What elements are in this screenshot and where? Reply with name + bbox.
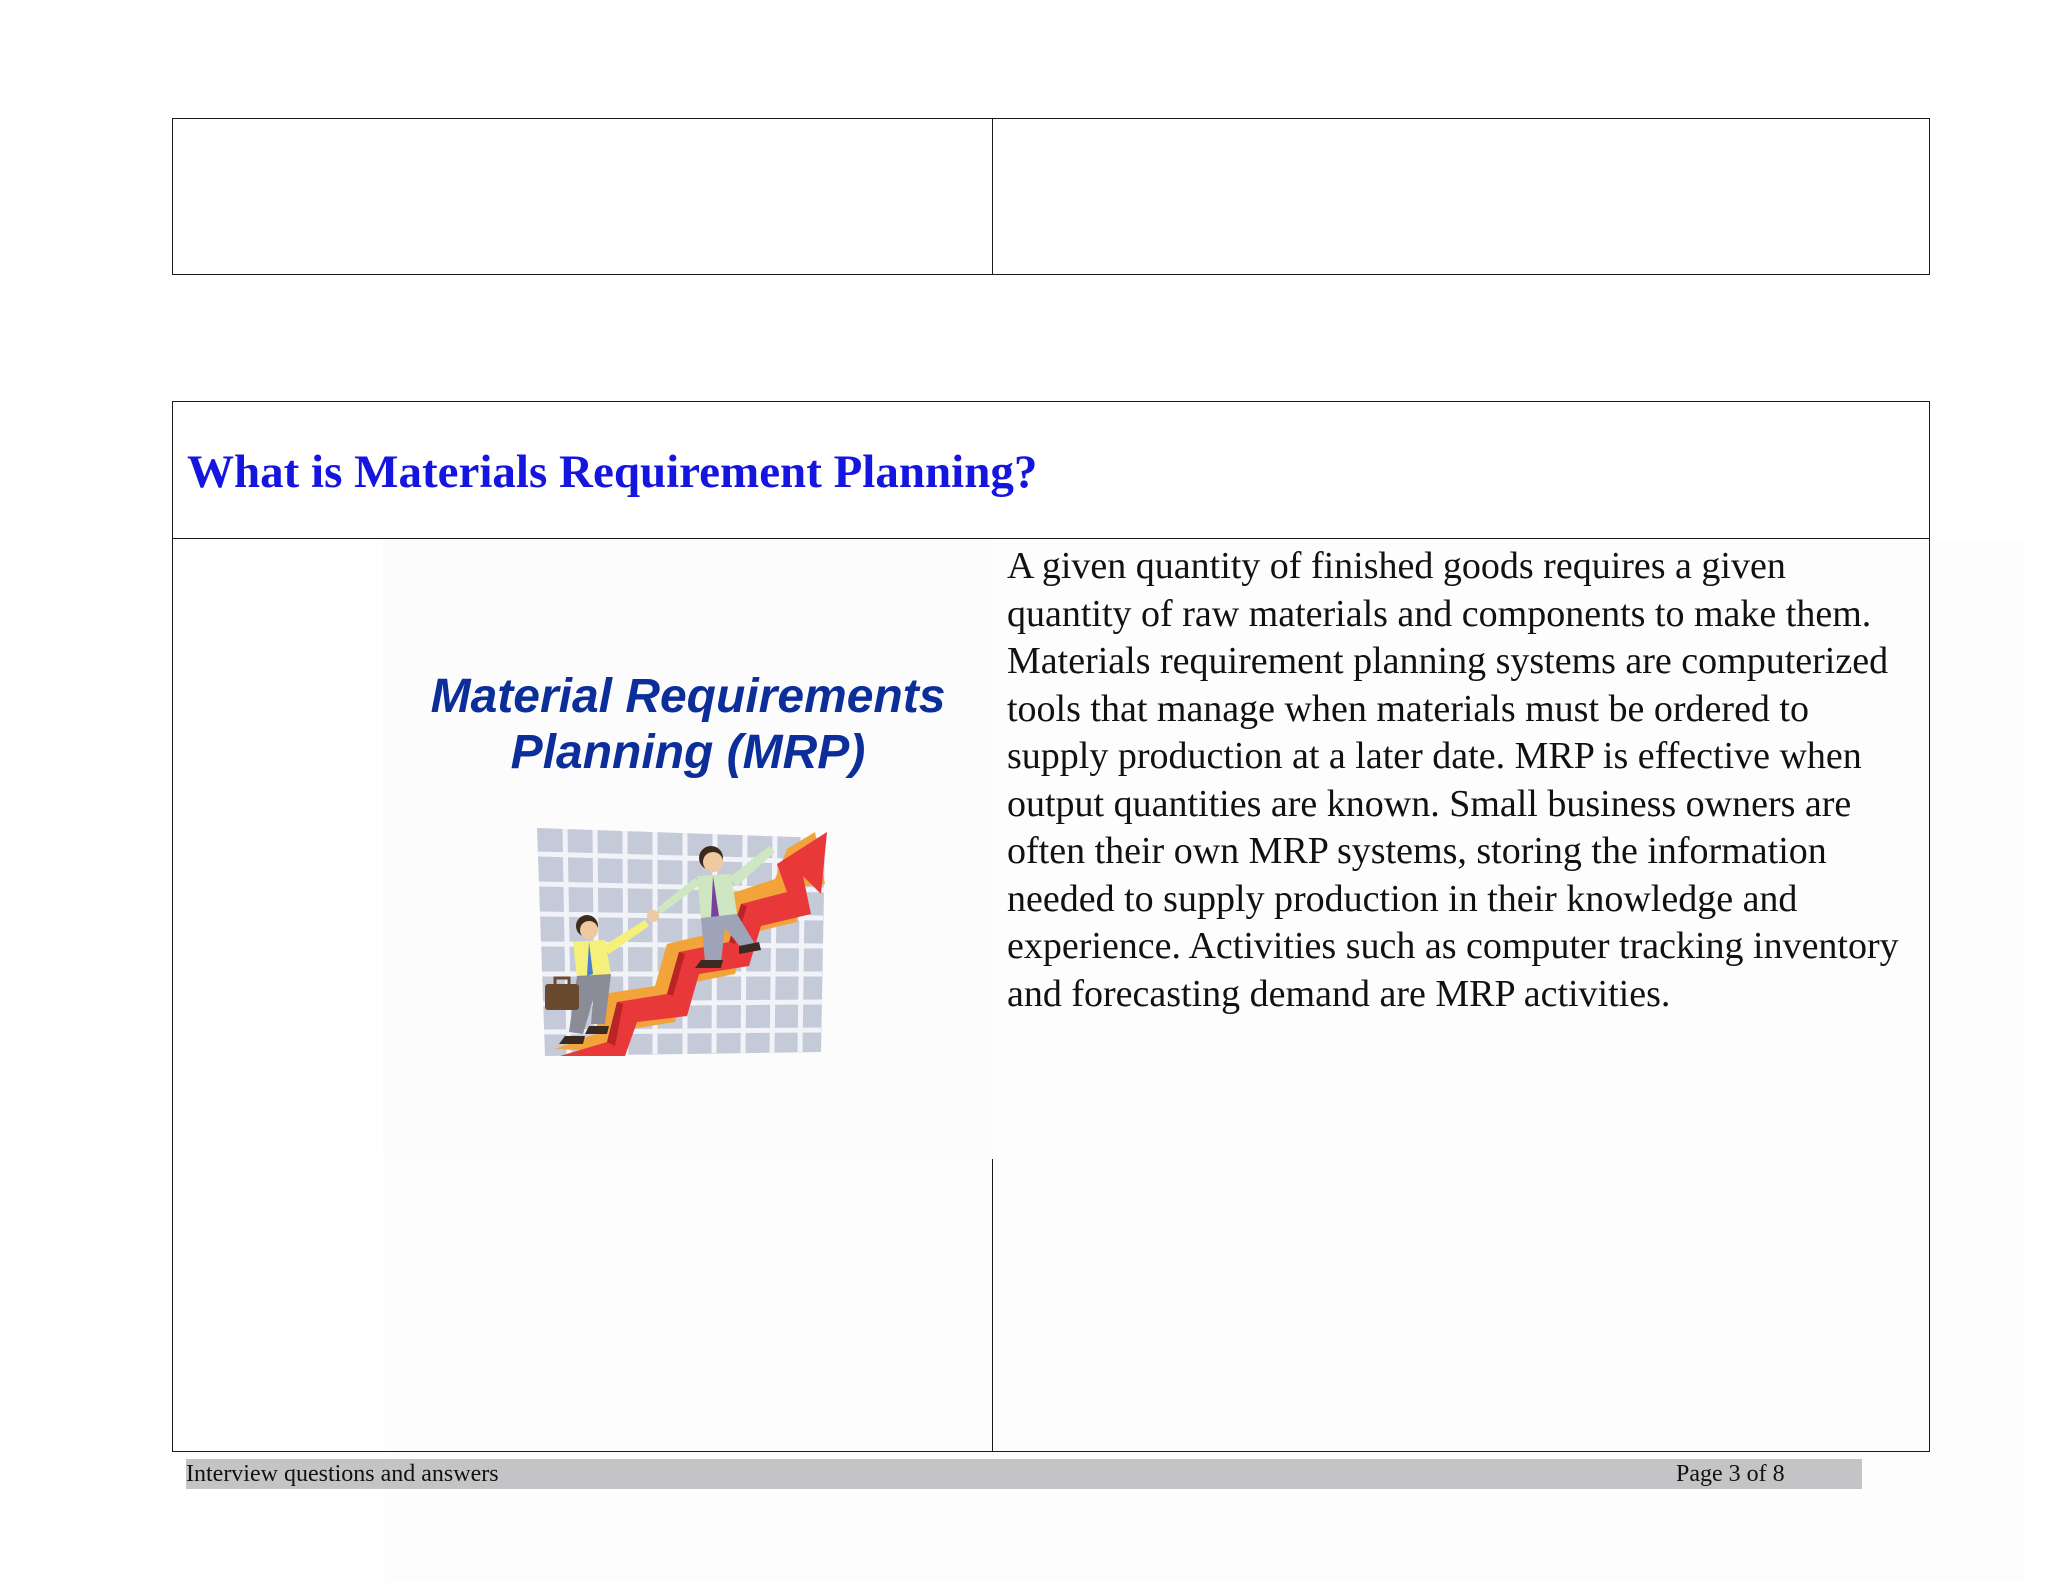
top-table-right-cell xyxy=(993,119,1930,275)
question-heading-cell xyxy=(173,402,1930,539)
slide-title-line-1: Material Requirements xyxy=(430,670,946,723)
top-empty-table xyxy=(172,118,1930,275)
slide-title xyxy=(383,669,993,781)
slide-title-line-2: Planning (MRP) xyxy=(510,726,866,779)
business-people-climbing-growth-arrow-icon xyxy=(525,824,845,1064)
question-heading: What is Materials Requirement Planning? xyxy=(187,446,1038,498)
answer-text-cell xyxy=(993,539,1930,1452)
slide-image-cell xyxy=(173,539,993,1452)
top-table-left-cell xyxy=(173,119,993,275)
footer-page-number: Page 3 of 8 xyxy=(1676,1461,1785,1487)
answer-paragraph: A given quantity of finished goods requires a given quantity of raw materials and components to make them. Materials requirement planning systems are computerized tools that manage when materials must be ordered to supply production at a later date. MRP is effective when output quantities are known. Small business owners are often their own MRP systems, storing the information needed to supply production in their knowledge and experience. Activities such as computer tracking inventory and forecasting demand are MRP activities. xyxy=(1007,545,1899,1015)
qa-table xyxy=(172,401,1930,1452)
page-footer xyxy=(186,1459,1862,1489)
footer-document-title: Interview questions and answers xyxy=(186,1461,499,1487)
